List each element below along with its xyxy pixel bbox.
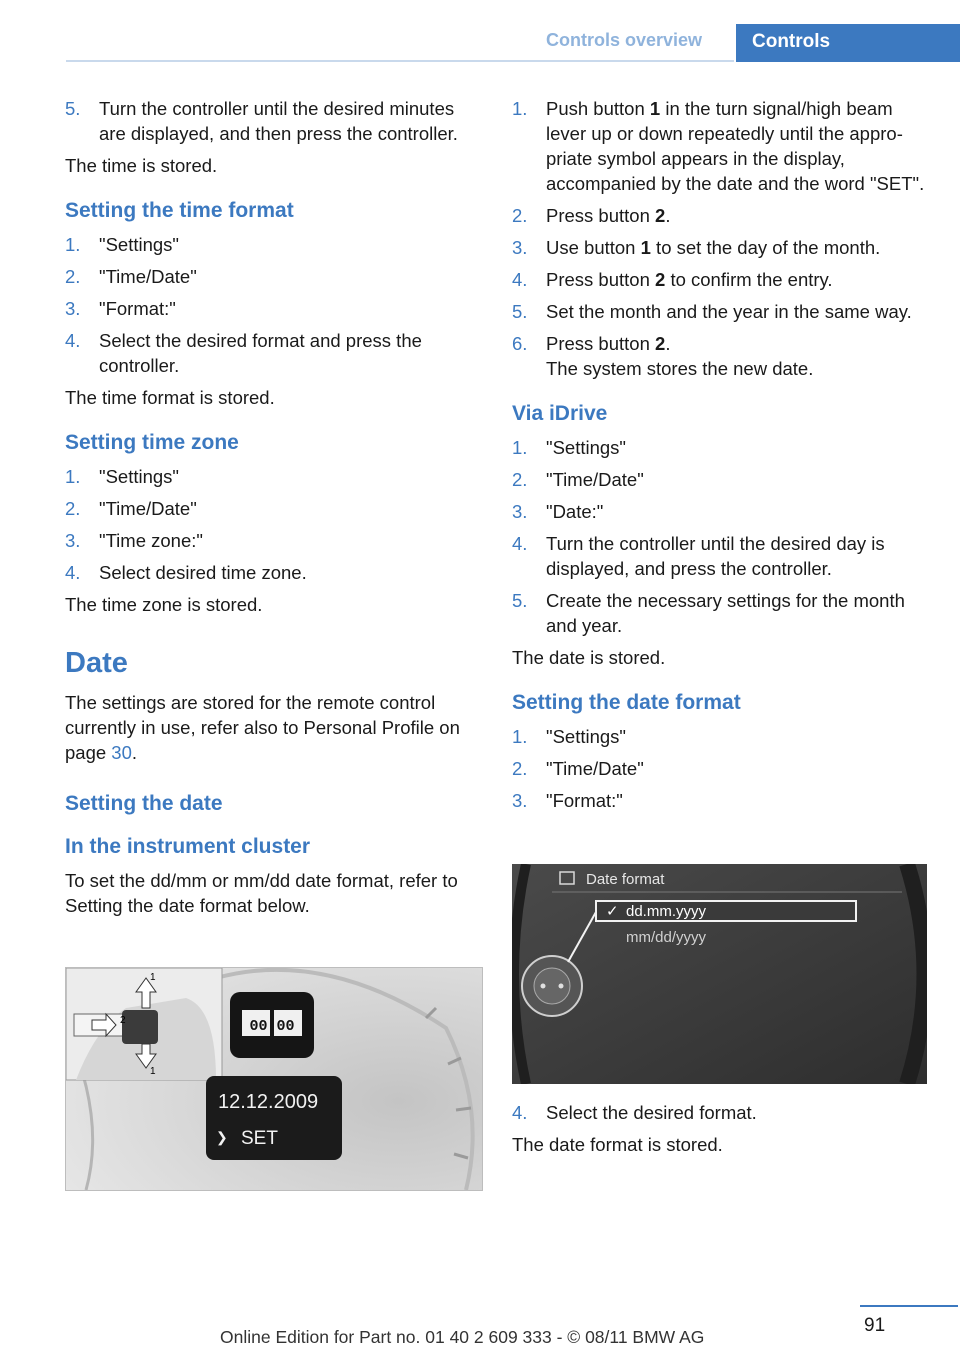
list-number: 2.: [65, 498, 81, 519]
list-text: "Settings": [99, 234, 179, 255]
list-number: 3.: [65, 530, 81, 551]
text: Press button: [546, 205, 656, 226]
list-number: 4.: [65, 330, 81, 351]
right-column: [512, 96, 928, 820]
list-item: [512, 467, 928, 492]
text: Press button: [546, 333, 656, 354]
list-number: 4.: [65, 562, 81, 583]
list-text: "Settings": [546, 437, 626, 458]
list-item: [65, 296, 481, 321]
lcd-date: 12.12.2009: [218, 1091, 319, 1113]
button-ref: 1: [640, 237, 651, 258]
text: in the turn signal/high beam lever up or down repeatedly until the appro-priate symbol appears in the display, accompanied by the date and the word "SET".: [546, 98, 925, 194]
heading-instrument-cluster: In the instrument cluster: [65, 835, 311, 858]
list-item: [65, 464, 481, 489]
list-text: "Date:": [546, 501, 604, 522]
list-item: [65, 96, 481, 146]
text: .: [665, 333, 671, 354]
list-text: "Format:": [99, 298, 176, 319]
list-text: "Time/Date": [99, 266, 197, 287]
list-item: [65, 560, 481, 585]
list-text: Select the desired format and press the controller.: [99, 330, 422, 376]
list-number: 1.: [512, 437, 528, 458]
list-number: 1.: [512, 98, 528, 119]
list-number: 3.: [512, 501, 528, 522]
list-text: "Time/Date": [546, 758, 644, 779]
instrument-cluster-figure: [65, 967, 483, 1191]
text: .: [131, 742, 138, 763]
list-item: [512, 756, 928, 781]
button-ref: 2: [655, 205, 666, 226]
check-icon: ✓: [606, 903, 619, 920]
list-item: [65, 264, 481, 289]
heading-setting-date: Setting the date: [65, 792, 223, 815]
list-item: [512, 531, 928, 581]
list-text: "Settings": [546, 726, 626, 747]
text: Push button: [546, 98, 650, 119]
paragraph: To set the dd/mm or mm/dd date format, refer to Setting the date format below.: [65, 870, 458, 916]
page-link[interactable]: 30: [111, 742, 132, 763]
list-text: Select the desired format.: [546, 1102, 757, 1123]
text: to confirm the entry.: [665, 269, 833, 290]
text: Press button: [546, 269, 656, 290]
heading-time-format: Setting the time format: [65, 199, 294, 222]
paragraph: The time zone is stored.: [65, 594, 263, 615]
list-item: [512, 499, 928, 524]
lcd-top-digits: 00 00: [249, 1018, 295, 1035]
list-text: "Format:": [546, 790, 623, 811]
list-item: [512, 203, 928, 228]
list-text: "Time/Date": [99, 498, 197, 519]
list-text: "Time/Date": [546, 469, 644, 490]
list-number: 6.: [512, 333, 528, 354]
list-number: 2.: [65, 266, 81, 287]
paragraph: The date format is stored.: [512, 1134, 723, 1155]
list-item: [512, 235, 928, 260]
screen-title: Date format: [586, 871, 665, 888]
list-item: [65, 232, 481, 257]
list-item: [512, 299, 928, 324]
text: The system stores the new date.: [546, 358, 814, 379]
list-text: Create the necessary settings for the month and year.: [546, 590, 905, 636]
list-number: 1.: [65, 466, 81, 487]
list-number: 4.: [512, 533, 528, 554]
header-section: Controls overview: [546, 30, 703, 50]
list-item: [65, 528, 481, 553]
list-text: Select desired time zone.: [99, 562, 307, 583]
footer-edition: Online Edition for Part no. 01 40 2 609 333 - © 08/11 BMW AG: [220, 1327, 705, 1347]
text: Use button: [546, 237, 641, 258]
text: to set the day of the month.: [650, 237, 881, 258]
list-number: 4.: [512, 269, 528, 290]
lcd-set: SET: [241, 1128, 278, 1149]
date-format-screen: [512, 864, 927, 1084]
option-selected-label: dd.mm.yyyy: [626, 903, 707, 920]
list-item: [512, 96, 928, 196]
list-number: 2.: [512, 205, 528, 226]
page-number: 91: [864, 1315, 886, 1336]
header-tab-label: Controls: [752, 31, 831, 52]
header-rule: [66, 60, 734, 62]
option-mm-dd-yyyy[interactable]: mm/dd/yyyy: [626, 929, 707, 946]
list-item: [512, 267, 928, 292]
callout-1-bottom: 1: [150, 1066, 156, 1077]
text: Set the month and the year in the same way.: [546, 301, 912, 322]
list-number: 3.: [512, 237, 528, 258]
list-item: [512, 435, 928, 460]
button-ref: 1: [649, 98, 661, 119]
list-number: 3.: [65, 298, 81, 319]
list-item: [512, 724, 928, 749]
list-number: 5.: [65, 98, 81, 119]
list-number: 5.: [512, 301, 528, 322]
footer-rule: [860, 1305, 958, 1307]
list-number: 2.: [512, 469, 528, 490]
text: .: [665, 205, 671, 226]
list-item: [512, 588, 928, 638]
callout-1-top: 1: [150, 972, 156, 983]
list-text: "Time zone:": [99, 530, 203, 551]
paragraph: The time is stored.: [65, 155, 218, 176]
list-number: 4.: [512, 1102, 528, 1123]
instrument-cluster-illustration: [66, 968, 482, 1190]
heading-date: Date: [65, 647, 128, 679]
list-item: [512, 1100, 928, 1125]
button-ref: 2: [655, 269, 666, 290]
list-item: [512, 331, 928, 381]
list-number: 1.: [65, 234, 81, 255]
paragraph: [65, 690, 481, 765]
list-number: 2.: [512, 758, 528, 779]
right-column-bottom: [512, 1100, 928, 1166]
list-text: Turn the controller until the desired minutes are displayed, and then press the controller.: [99, 98, 458, 144]
list-number: 3.: [512, 790, 528, 811]
callout-2: 2: [120, 1015, 126, 1026]
heading-via-idrive: Via iDrive: [512, 402, 608, 425]
lcd-arrow-icon: ❯: [216, 1129, 228, 1145]
heading-date-format: Setting the date format: [512, 691, 741, 714]
list-number: 1.: [512, 726, 528, 747]
paragraph: The date is stored.: [512, 647, 666, 668]
left-column: [65, 96, 481, 927]
paragraph: The time format is stored.: [65, 387, 275, 408]
date-format-screen-figure: [512, 864, 927, 1084]
text: The settings are stored for the remote control currently in use, refer also to Personal Profile on page: [65, 692, 460, 763]
button-ref: 2: [655, 333, 666, 354]
list-item: [65, 496, 481, 521]
list-number: 5.: [512, 590, 528, 611]
heading-time-zone: Setting time zone: [65, 431, 239, 454]
list-text: "Settings": [99, 466, 179, 487]
list-item: [65, 328, 481, 378]
list-text: Turn the controller until the desired day is displayed, and press the controller.: [546, 533, 885, 579]
header-tab: [736, 24, 960, 62]
list-item: [512, 788, 928, 813]
